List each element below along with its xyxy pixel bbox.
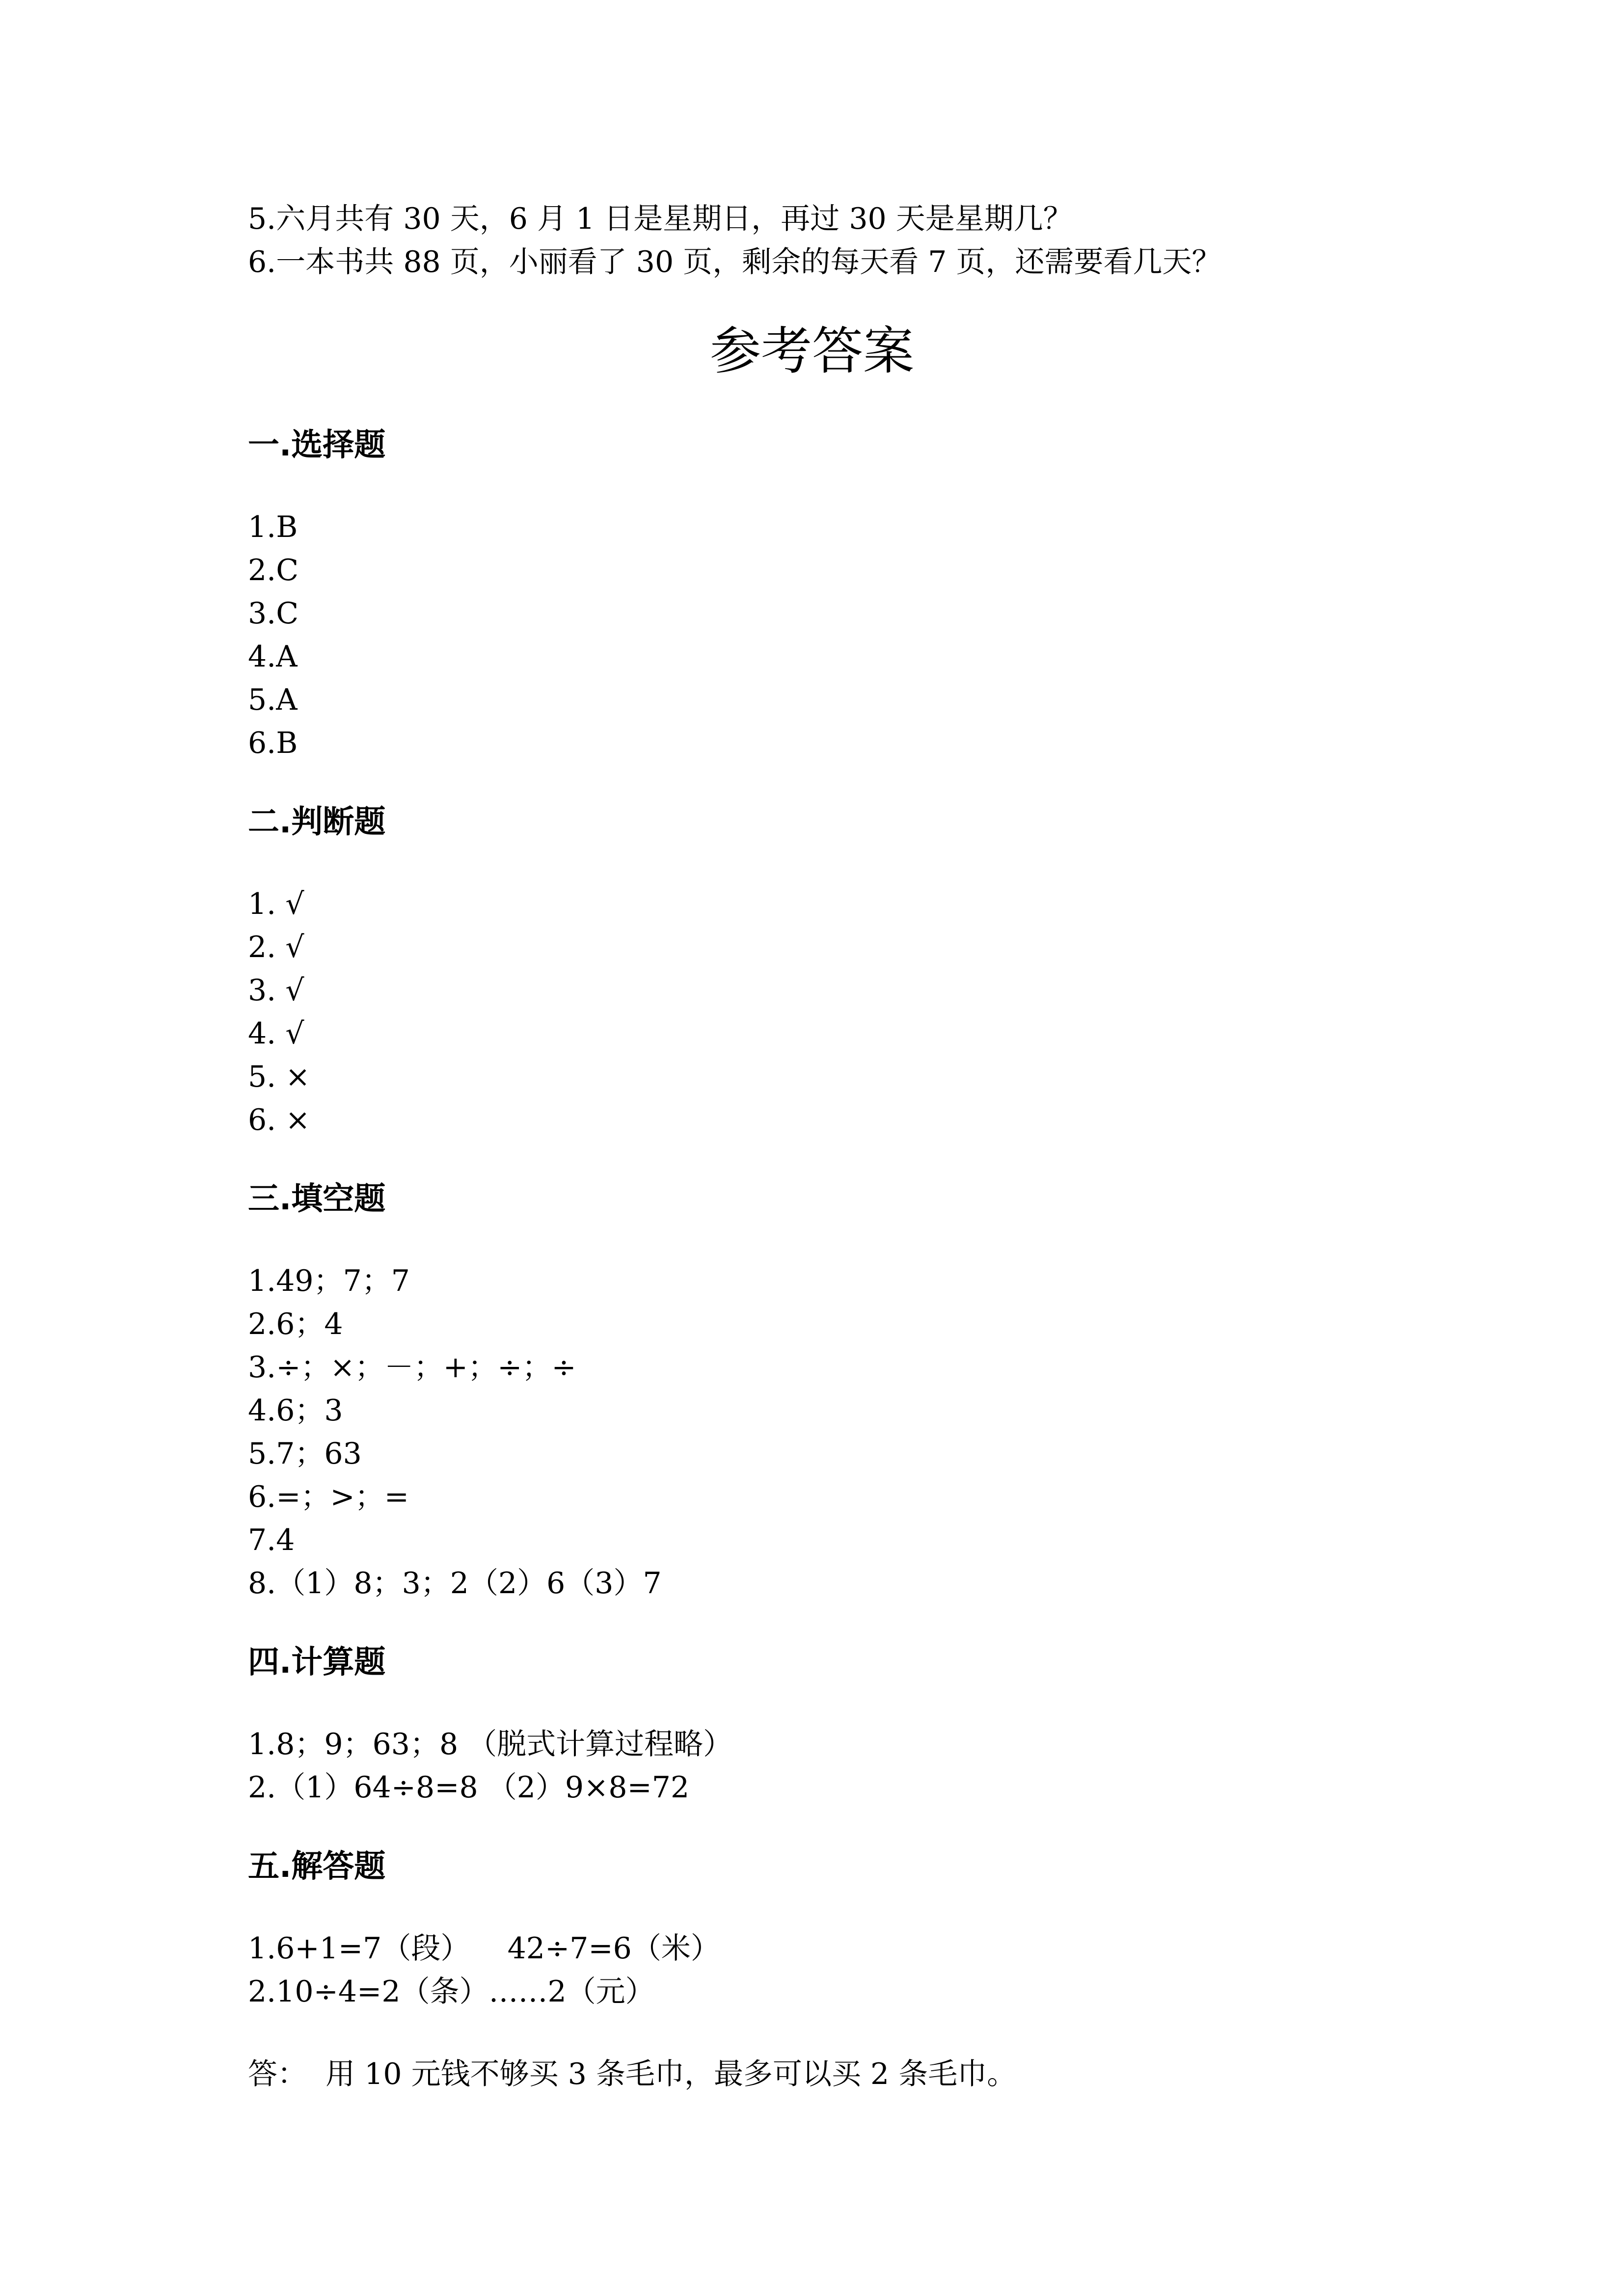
list-item: 4.6；3	[248, 1393, 343, 1428]
section-heading-solution: 五.解答题	[248, 1848, 386, 1885]
list-item: 2.C	[248, 553, 299, 587]
list-item: 1.B	[248, 510, 298, 544]
list-item: 7.4	[248, 1523, 295, 1557]
list-item: 6. ×	[248, 1103, 310, 1137]
list-item: 5. ×	[248, 1060, 310, 1094]
section-heading-calculation: 四.计算题	[248, 1644, 386, 1681]
list-item: 4. √	[248, 1016, 304, 1051]
list-item: 1.6+1=7（段） 42÷7=6（米）	[248, 1931, 720, 1966]
question-5: 5.六月共有 30 天，6 月 1 日是星期日，再过 30 天是星期几？	[248, 202, 1073, 236]
list-item: 8.（1）8；3；2（2）6（3）7	[248, 1566, 662, 1601]
list-item: 4.A	[248, 640, 298, 674]
section-heading-fill-blank: 三.填空题	[248, 1181, 386, 1217]
list-item: 1.49；7；7	[248, 1264, 410, 1298]
list-item: 2.6；4	[248, 1307, 343, 1341]
list-item: 1. √	[248, 887, 304, 921]
final-answer: 答： 用 10 元钱不够买 3 条毛巾，最多可以买 2 条毛巾。	[248, 2057, 1017, 2091]
list-item: 2.（1）64÷8=8 （2）9×8=72	[248, 1770, 690, 1805]
section-heading-judgement: 二.判断题	[248, 804, 386, 840]
list-item: 1.8；9；63；8 （脱式计算过程略）	[248, 1727, 733, 1762]
list-item: 2.10÷4=2（条）……2（元）	[248, 1975, 655, 2009]
question-6: 6.一本书共 88 页，小丽看了 30 页，剩余的每天看 7 页，还需要看几天？	[248, 245, 1221, 279]
list-item: 3.C	[248, 596, 299, 631]
list-item: 5.A	[248, 683, 298, 717]
page-title: 参考答案	[709, 321, 914, 381]
section-heading-choice: 一.选择题	[248, 427, 386, 463]
list-item: 5.7；63	[248, 1437, 362, 1471]
list-item: 3. √	[248, 973, 304, 1008]
list-item: 6.B	[248, 726, 298, 760]
list-item: 3.÷；×；－；+；÷；÷	[248, 1350, 576, 1385]
list-item: 6.=；>；=	[248, 1480, 409, 1514]
list-item: 2. √	[248, 930, 304, 964]
